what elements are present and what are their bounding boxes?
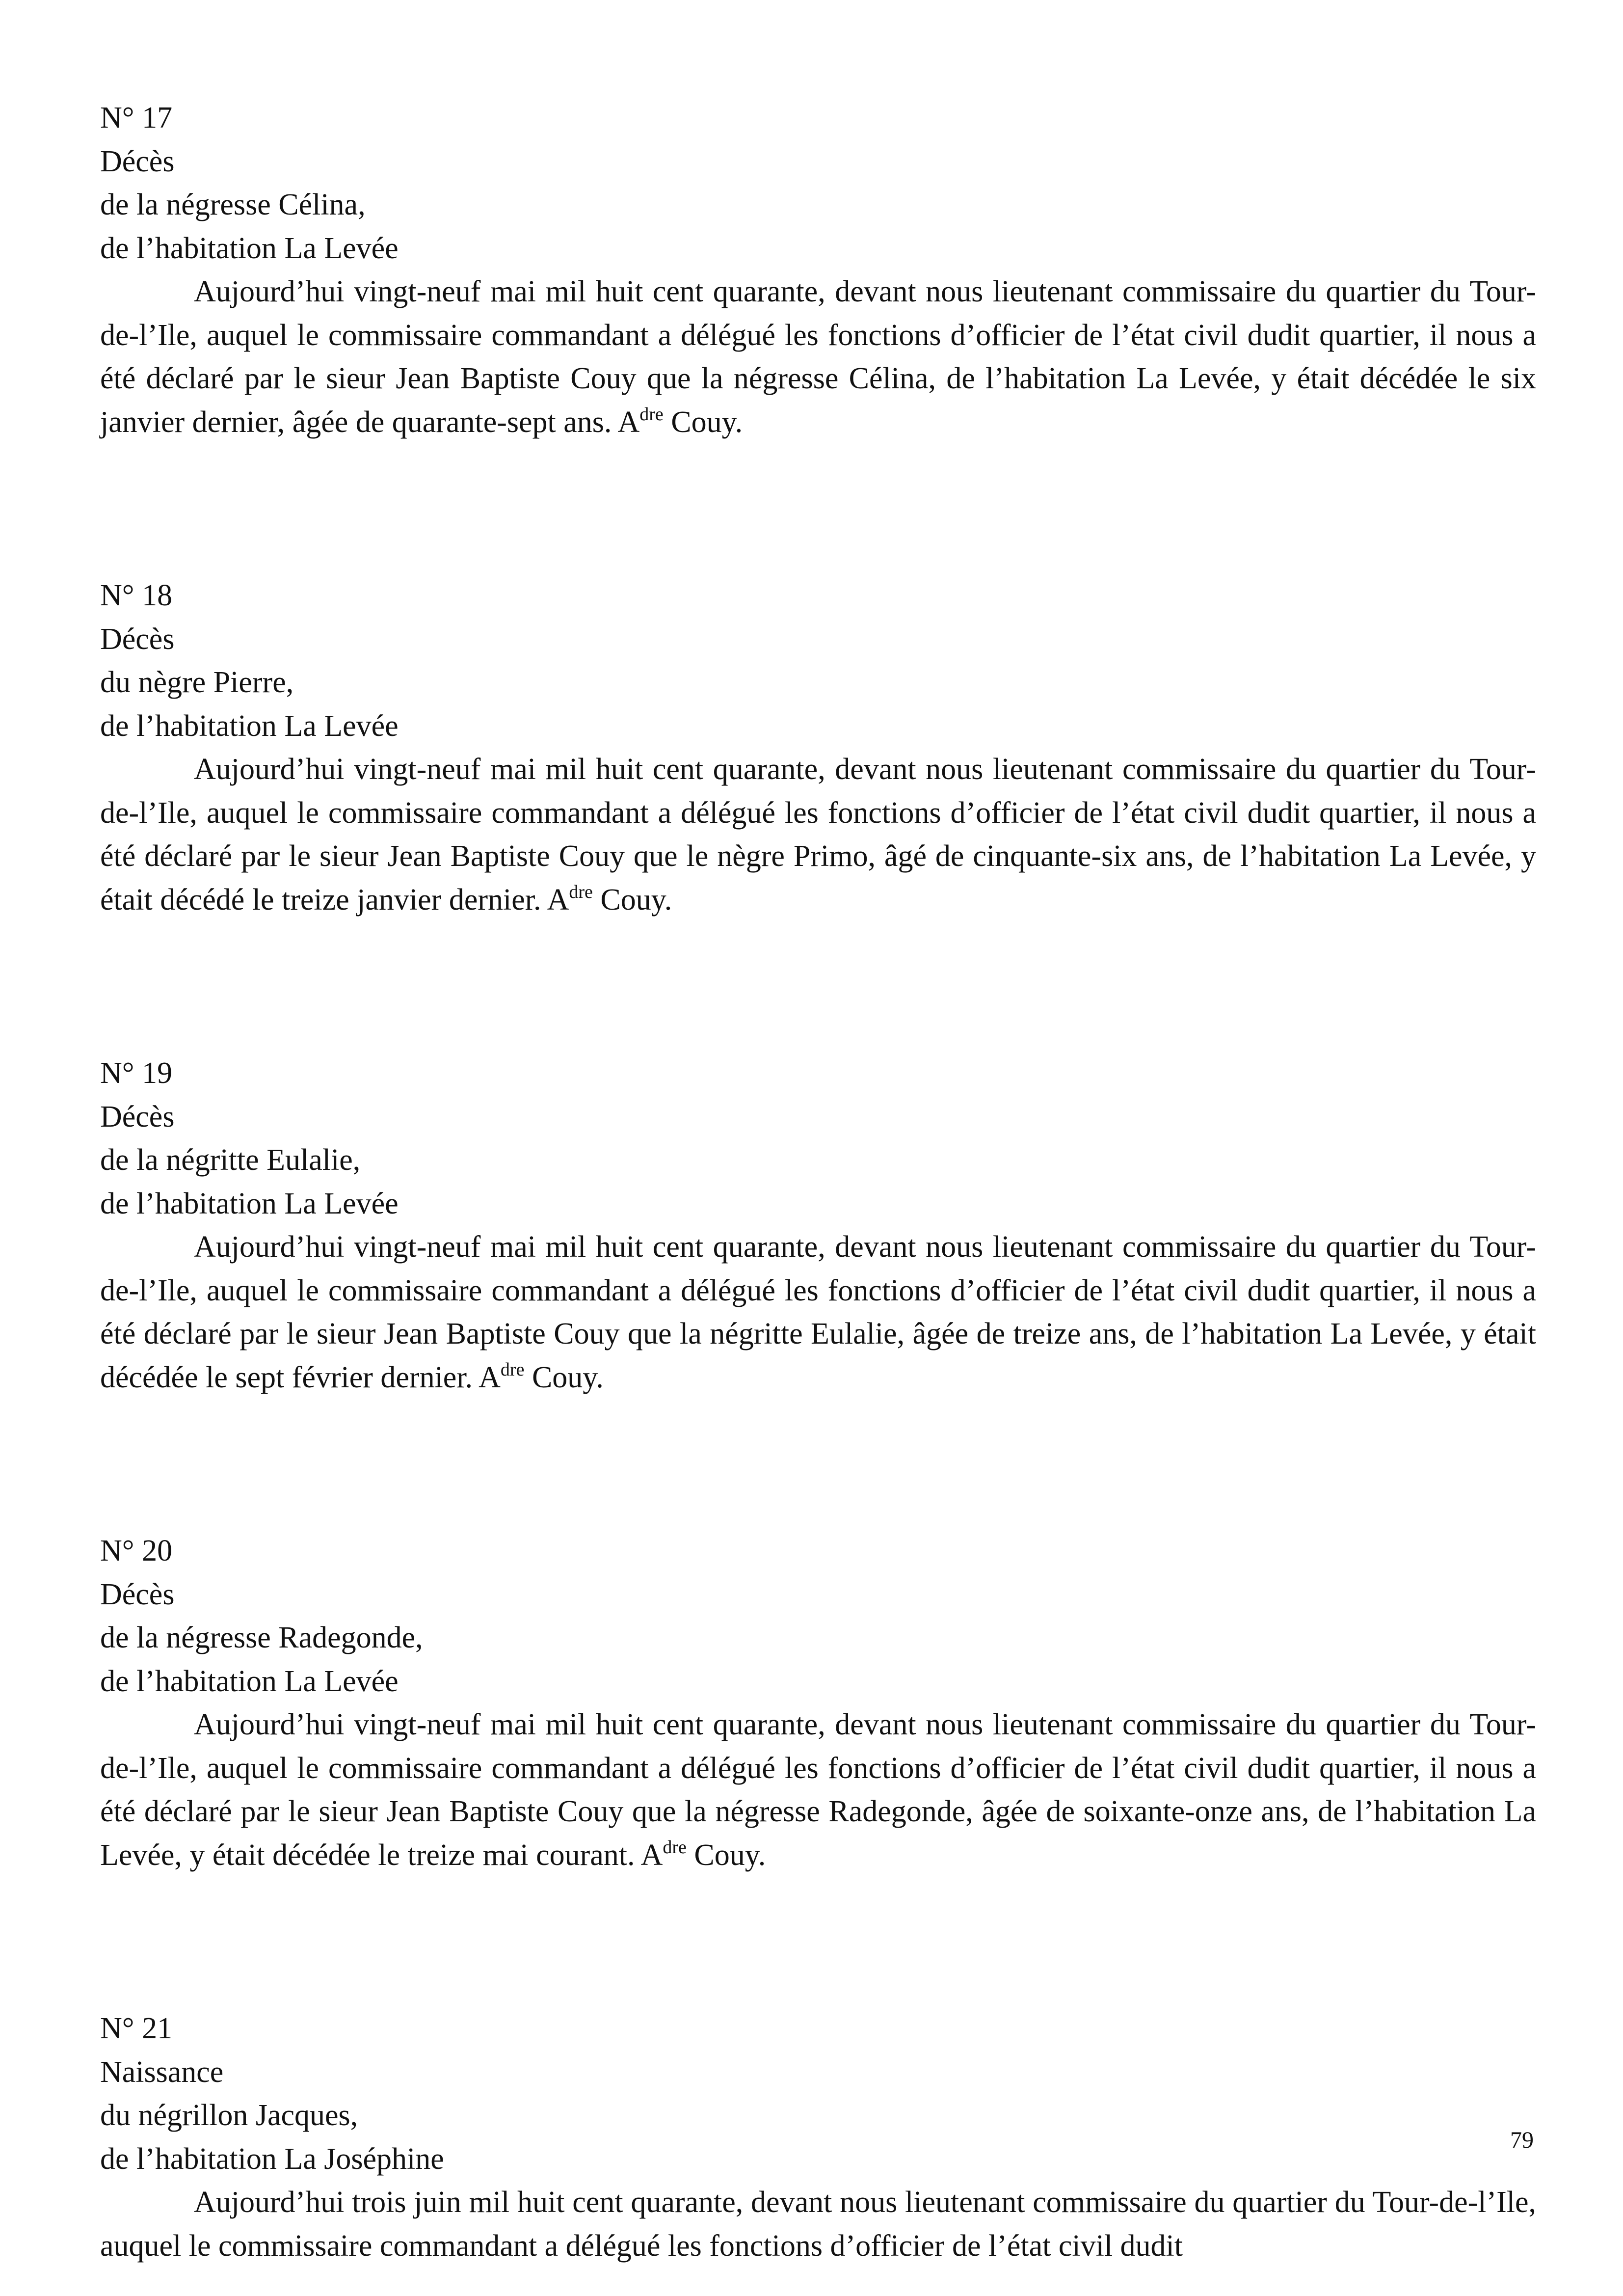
entry-body-text: Aujourd’hui vingt-neuf mai mil huit cent quarante, devant nous lieutenant commissaire du quartier du Tour-de-l’Ile, auquel le commissaire commandant a délégué les fonctions d’officier de l’état civil dudit quartier, il nous a été déclaré par le sieur Jean Baptiste Couy que la négritte Eulalie, âgée de treize ans, de l’habitation La Levée, y était décédée le sept février dernier. <box>100 1230 1536 1394</box>
record-entry-18 <box>100 574 1536 921</box>
entry-body <box>100 270 1536 444</box>
entry-subject: de la négresse Radegonde, <box>100 1621 423 1654</box>
entry-habitation: de l’habitation La Joséphine <box>100 2142 444 2176</box>
entry-number: N° 19 <box>100 1056 173 1090</box>
entry-body <box>100 1703 1536 1877</box>
entry-body-text: Aujourd’hui trois juin mil huit cent quarante, devant nous lieutenant commissaire du quartier du Tour-de-l’Ile, auquel le commissaire commandant a délégué les fonctions d’officier de l’état civil dudit <box>100 2186 1536 2263</box>
document-page <box>100 96 1536 2268</box>
entry-type: Décès <box>100 1100 175 1134</box>
entry-number: N° 21 <box>100 2012 173 2045</box>
entry-subject: de la négritte Eulalie, <box>100 1143 361 1177</box>
signature-superscript: dre <box>569 881 593 902</box>
signature-initial: A <box>640 1838 663 1872</box>
signature-superscript: dre <box>663 1837 687 1858</box>
entry-number: N° 20 <box>100 1534 173 1567</box>
entry-body <box>100 2181 1536 2268</box>
signature-initial: A <box>547 883 569 917</box>
entry-subject: du nègre Pierre, <box>100 666 294 699</box>
signature <box>641 1838 766 1872</box>
signature <box>617 405 743 439</box>
signature-name: Couy. <box>532 1360 604 1394</box>
entry-type: Naissance <box>100 2055 224 2089</box>
entry-habitation: de l’habitation La Levée <box>100 1187 399 1220</box>
signature-superscript: dre <box>500 1359 525 1380</box>
entry-subject: du négrillon Jacques, <box>100 2099 358 2132</box>
entry-body <box>100 1225 1536 1399</box>
entry-type: Décès <box>100 144 175 178</box>
record-entry-19 <box>100 1052 1536 1399</box>
entry-habitation: de l’habitation La Levée <box>100 1664 399 1698</box>
entry-habitation: de l’habitation La Levée <box>100 709 399 743</box>
record-entry-17 <box>100 96 1536 444</box>
signature <box>547 883 672 917</box>
entry-subject: de la négresse Célina, <box>100 188 366 221</box>
entry-body <box>100 748 1536 921</box>
entry-type: Décès <box>100 1577 175 1611</box>
signature-initial: A <box>617 405 640 439</box>
signature-initial: A <box>479 1360 501 1394</box>
entry-number: N° 18 <box>100 579 173 612</box>
signature-superscript: dre <box>639 404 664 425</box>
entry-number: N° 17 <box>100 101 173 135</box>
signature-name: Couy. <box>671 405 743 439</box>
signature-name: Couy. <box>600 883 672 917</box>
signature-name: Couy. <box>694 1838 766 1872</box>
signature <box>479 1361 604 1394</box>
page-number: 79 <box>1510 2127 1534 2153</box>
entry-body-text: Aujourd’hui vingt-neuf mai mil huit cent quarante, devant nous lieutenant commissaire du quartier du Tour-de-l’Ile, auquel le commissaire commandant a délégué les fonctions d’officier de l’état civil dudit quartier, il nous a été déclaré par le sieur Jean Baptiste Couy que la négresse Célina, de l’habitation La Levée, y était décédée le six janvier dernier, âgée de quarante-sept ans. <box>100 275 1536 439</box>
record-entry-21 <box>100 2007 1536 2268</box>
entry-body-text: Aujourd’hui vingt-neuf mai mil huit cent quarante, devant nous lieutenant commissaire du quartier du Tour-de-l’Ile, auquel le commissaire commandant a délégué les fonctions d’officier de l’état civil dudit quartier, il nous a été déclaré par le sieur Jean Baptiste Couy que le nègre Primo, âgé de cinquante-six ans, de l’habitation La Levée, y était décédé le treize janvier dernier. <box>100 753 1536 917</box>
record-entry-20 <box>100 1529 1536 1877</box>
entry-body-text: Aujourd’hui vingt-neuf mai mil huit cent quarante, devant nous lieutenant commissaire du quartier du Tour-de-l’Ile, auquel le commissaire commandant a délégué les fonctions d’officier de l’état civil dudit quartier, il nous a été déclaré par le sieur Jean Baptiste Couy que la négresse Radegonde, âgée de soixante-onze ans, de l’habitation La Levée, y était décédée le treize mai courant. <box>100 1708 1536 1872</box>
entry-type: Décès <box>100 622 175 656</box>
entry-habitation: de l’habitation La Levée <box>100 231 399 265</box>
